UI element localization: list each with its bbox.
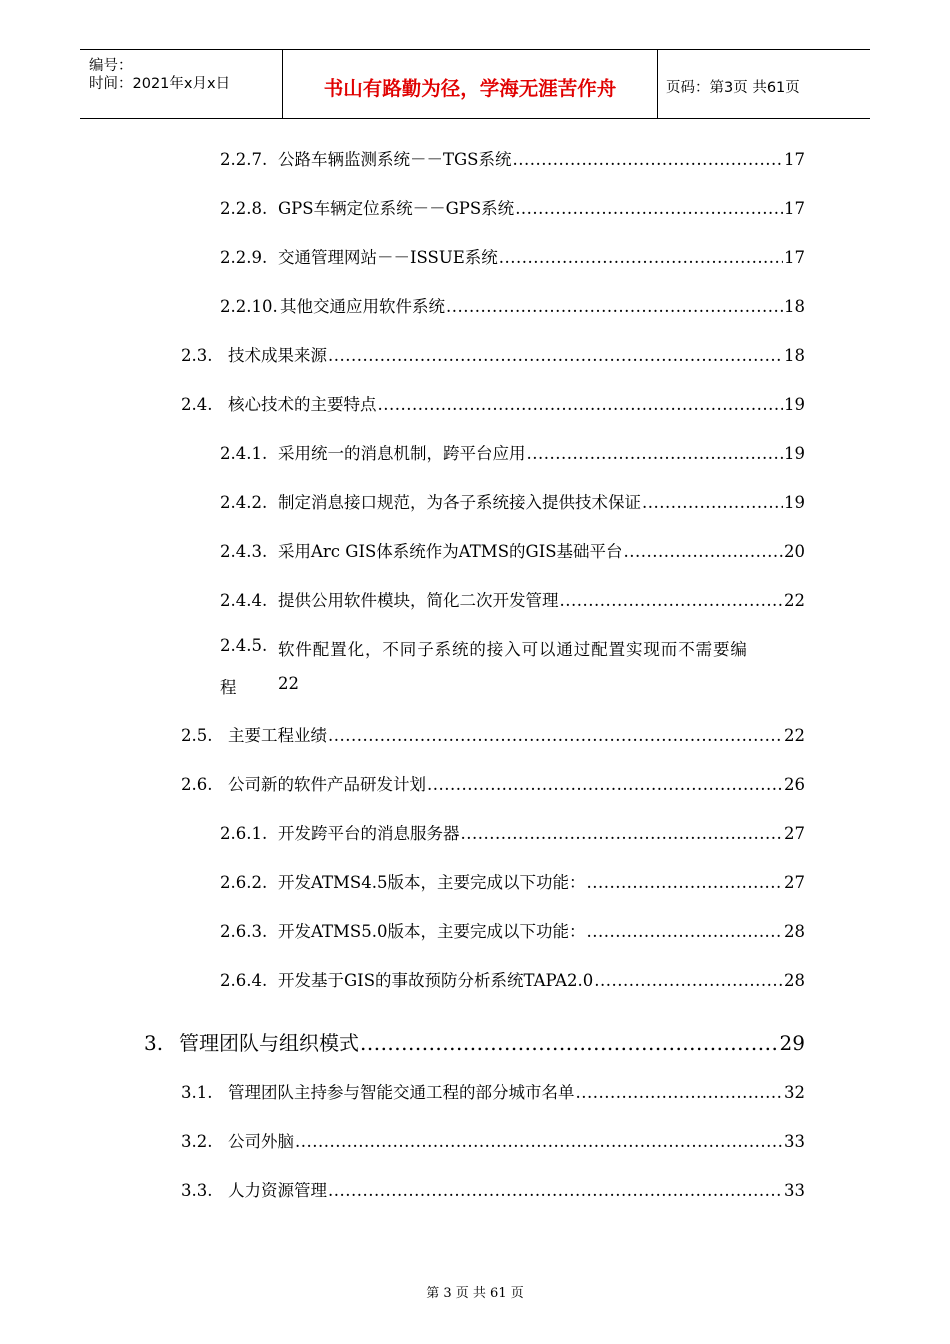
- toc-entry-title: 公司外脑: [228, 1132, 294, 1151]
- toc-entry[interactable]: [181, 342, 805, 366]
- toc-entry-page: 22: [784, 726, 805, 745]
- toc-entry-number: 2.4.5.: [220, 636, 268, 655]
- toc-entry-number: 2.6.1.: [220, 824, 268, 843]
- toc-leader-dots: [499, 248, 783, 267]
- toc-entry-page: 18: [784, 297, 805, 316]
- toc-entry-title: 其他交通应用软件系统: [280, 297, 445, 316]
- toc-leader-dots: [576, 1083, 784, 1102]
- toc-entry[interactable]: [220, 967, 805, 991]
- toc-entry-title-line2: 程: [220, 678, 237, 697]
- toc-entry-number: 2.6.2.: [220, 873, 268, 892]
- toc-entry[interactable]: [220, 820, 805, 844]
- toc-entry-title: 制定消息接口规范，为各子系统接入提供技术保证: [278, 493, 641, 512]
- toc-entry[interactable]: [181, 391, 805, 415]
- toc-entry-number: 2.4.3.: [220, 542, 268, 561]
- toc-entry-title: GPS车辆定位系统－－GPS系统: [278, 199, 515, 218]
- page-footer: 第 3 页 共 61 页: [426, 1286, 524, 1301]
- toc-entry-chapter[interactable]: [144, 1027, 805, 1056]
- toc-entry[interactable]: [220, 244, 805, 268]
- toc-entry-number: 2.2.9.: [220, 248, 268, 267]
- toc-leader-dots: [642, 493, 783, 512]
- toc-entry-title: 管理团队与组织模式: [179, 1031, 359, 1055]
- motto-text: 书山有路勤为径，学海无涯苦作舟: [323, 77, 617, 100]
- toc-entry-title: 提供公用软件模块，简化二次开发管理: [278, 591, 559, 610]
- toc-entry-number: 2.6.3.: [220, 922, 268, 941]
- toc-leader-dots: [446, 297, 783, 316]
- header-meta-cell: [80, 50, 282, 118]
- toc-entry-number: 2.2.8.: [220, 199, 268, 218]
- toc-entry[interactable]: [220, 146, 805, 170]
- toc-entry-number: 2.2.7.: [220, 150, 268, 169]
- toc-entry[interactable]: [220, 195, 805, 219]
- toc-entry-page: 33: [784, 1132, 805, 1151]
- toc-entry-title: 开发基于GIS的事故预防分析系统TAPA2.0: [278, 971, 594, 990]
- toc-entry-page: 19: [784, 493, 805, 512]
- toc-entry-title: 开发ATMS4.5版本，主要完成以下功能：: [278, 873, 586, 892]
- toc-entry-title: 交通管理网站－－ISSUE系统: [278, 248, 498, 267]
- header-page-label: 页码：第3页 共61页: [666, 80, 800, 96]
- header-motto-cell: [282, 50, 658, 118]
- toc-entry-page: 22: [278, 674, 299, 693]
- toc-leader-dots: [328, 1181, 783, 1200]
- toc-leader-dots: [378, 395, 784, 414]
- toc-entry-title: 公路车辆监测系统－－TGS系统: [278, 150, 512, 169]
- toc-entry-number: 2.2.10.: [220, 297, 278, 316]
- toc-entry[interactable]: [181, 771, 805, 795]
- toc-entry-page: 17: [784, 150, 805, 169]
- toc-entry-page: 26: [784, 775, 805, 794]
- toc-entry-title: 开发ATMS5.0版本，主要完成以下功能：: [278, 922, 586, 941]
- time-label: 时间：2021年x月x日: [89, 76, 231, 92]
- page-header: [80, 49, 870, 119]
- toc-entry-page: 32: [784, 1083, 805, 1102]
- toc-leader-dots: [328, 726, 783, 745]
- toc-entry-page: 20: [784, 542, 805, 561]
- toc-entry-title: 采用Arc GIS体系统作为ATMS的GIS基础平台: [278, 542, 623, 561]
- toc-entry-title: 采用统一的消息机制，跨平台应用: [278, 444, 526, 463]
- serial-number-label: 编号：: [89, 58, 133, 74]
- toc-entry[interactable]: [220, 293, 805, 317]
- toc-leader-dots: [461, 824, 784, 843]
- toc-entry-number: 3.1.: [181, 1083, 213, 1102]
- toc-entry[interactable]: [220, 918, 805, 942]
- toc-entry-title: 人力资源管理: [228, 1181, 327, 1200]
- toc-leader-dots: [594, 971, 783, 990]
- toc-entry-number: 2.4.2.: [220, 493, 268, 512]
- toc-entry[interactable]: [181, 722, 805, 746]
- toc-entry[interactable]: [181, 1079, 805, 1103]
- toc-leader-dots: [515, 199, 783, 218]
- toc-entry-page: 29: [779, 1031, 805, 1055]
- toc-entry-title: 主要工程业绩: [228, 726, 327, 745]
- toc-leader-dots: [295, 1132, 783, 1151]
- toc-entry-number: 2.6.: [181, 775, 213, 794]
- toc-entry-title: 核心技术的主要特点: [228, 395, 377, 414]
- toc-leader-dots: [427, 775, 783, 794]
- toc-entry-number: 2.4.: [181, 395, 213, 414]
- toc-entry[interactable]: [220, 538, 805, 562]
- toc-leader-dots: [624, 542, 783, 561]
- toc-entry-page: 17: [784, 199, 805, 218]
- toc-entry[interactable]: [181, 1128, 805, 1152]
- toc-entry-number: 2.6.4.: [220, 971, 268, 990]
- toc-entry-page: 18: [784, 346, 805, 365]
- header-page-cell: [657, 50, 870, 118]
- toc-entry[interactable]: [220, 869, 805, 893]
- toc-entry-page: 28: [784, 922, 805, 941]
- toc-leader-dots: [360, 1031, 779, 1055]
- toc-entry-title: 开发跨平台的消息服务器: [278, 824, 460, 843]
- toc-leader-dots: [513, 150, 784, 169]
- toc-entry-number: 3.: [144, 1031, 164, 1055]
- toc-entry-number: 3.2.: [181, 1132, 213, 1151]
- toc-entry-number: 2.4.1.: [220, 444, 268, 463]
- toc-entry-number: 2.3.: [181, 346, 213, 365]
- toc-entry-title: 管理团队主持参与智能交通工程的部分城市名单: [228, 1083, 575, 1102]
- toc-entry-page: 27: [784, 824, 805, 843]
- toc-entry-number: 2.5.: [181, 726, 213, 745]
- toc-leader-dots: [586, 873, 783, 892]
- toc-entry-page: 22: [784, 591, 805, 610]
- toc-entry-page: 27: [784, 873, 805, 892]
- toc-leader-dots: [560, 591, 784, 610]
- toc-entry-page: 19: [784, 395, 805, 414]
- toc-leader-dots: [586, 922, 783, 941]
- toc-leader-dots: [527, 444, 784, 463]
- toc-entry-page: 28: [784, 971, 805, 990]
- toc-entry[interactable]: [220, 489, 805, 513]
- toc-entry-page: 19: [784, 444, 805, 463]
- toc-entry-page: 17: [784, 248, 805, 267]
- toc-entry-number: 2.4.4.: [220, 591, 268, 610]
- toc-entry-title: 技术成果来源: [228, 346, 327, 365]
- toc-entry[interactable]: [220, 587, 805, 611]
- toc-entry-title-line1: 软件配置化，不同子系统的接入可以通过配置实现而不需要编: [278, 640, 748, 659]
- toc-leader-dots: [328, 346, 783, 365]
- toc-entry[interactable]: [220, 440, 805, 464]
- toc-entry-title: 公司新的软件产品研发计划: [228, 775, 426, 794]
- toc-entry-page: 33: [784, 1181, 805, 1200]
- toc-entry-number: 3.3.: [181, 1181, 213, 1200]
- toc-entry[interactable]: [181, 1177, 805, 1201]
